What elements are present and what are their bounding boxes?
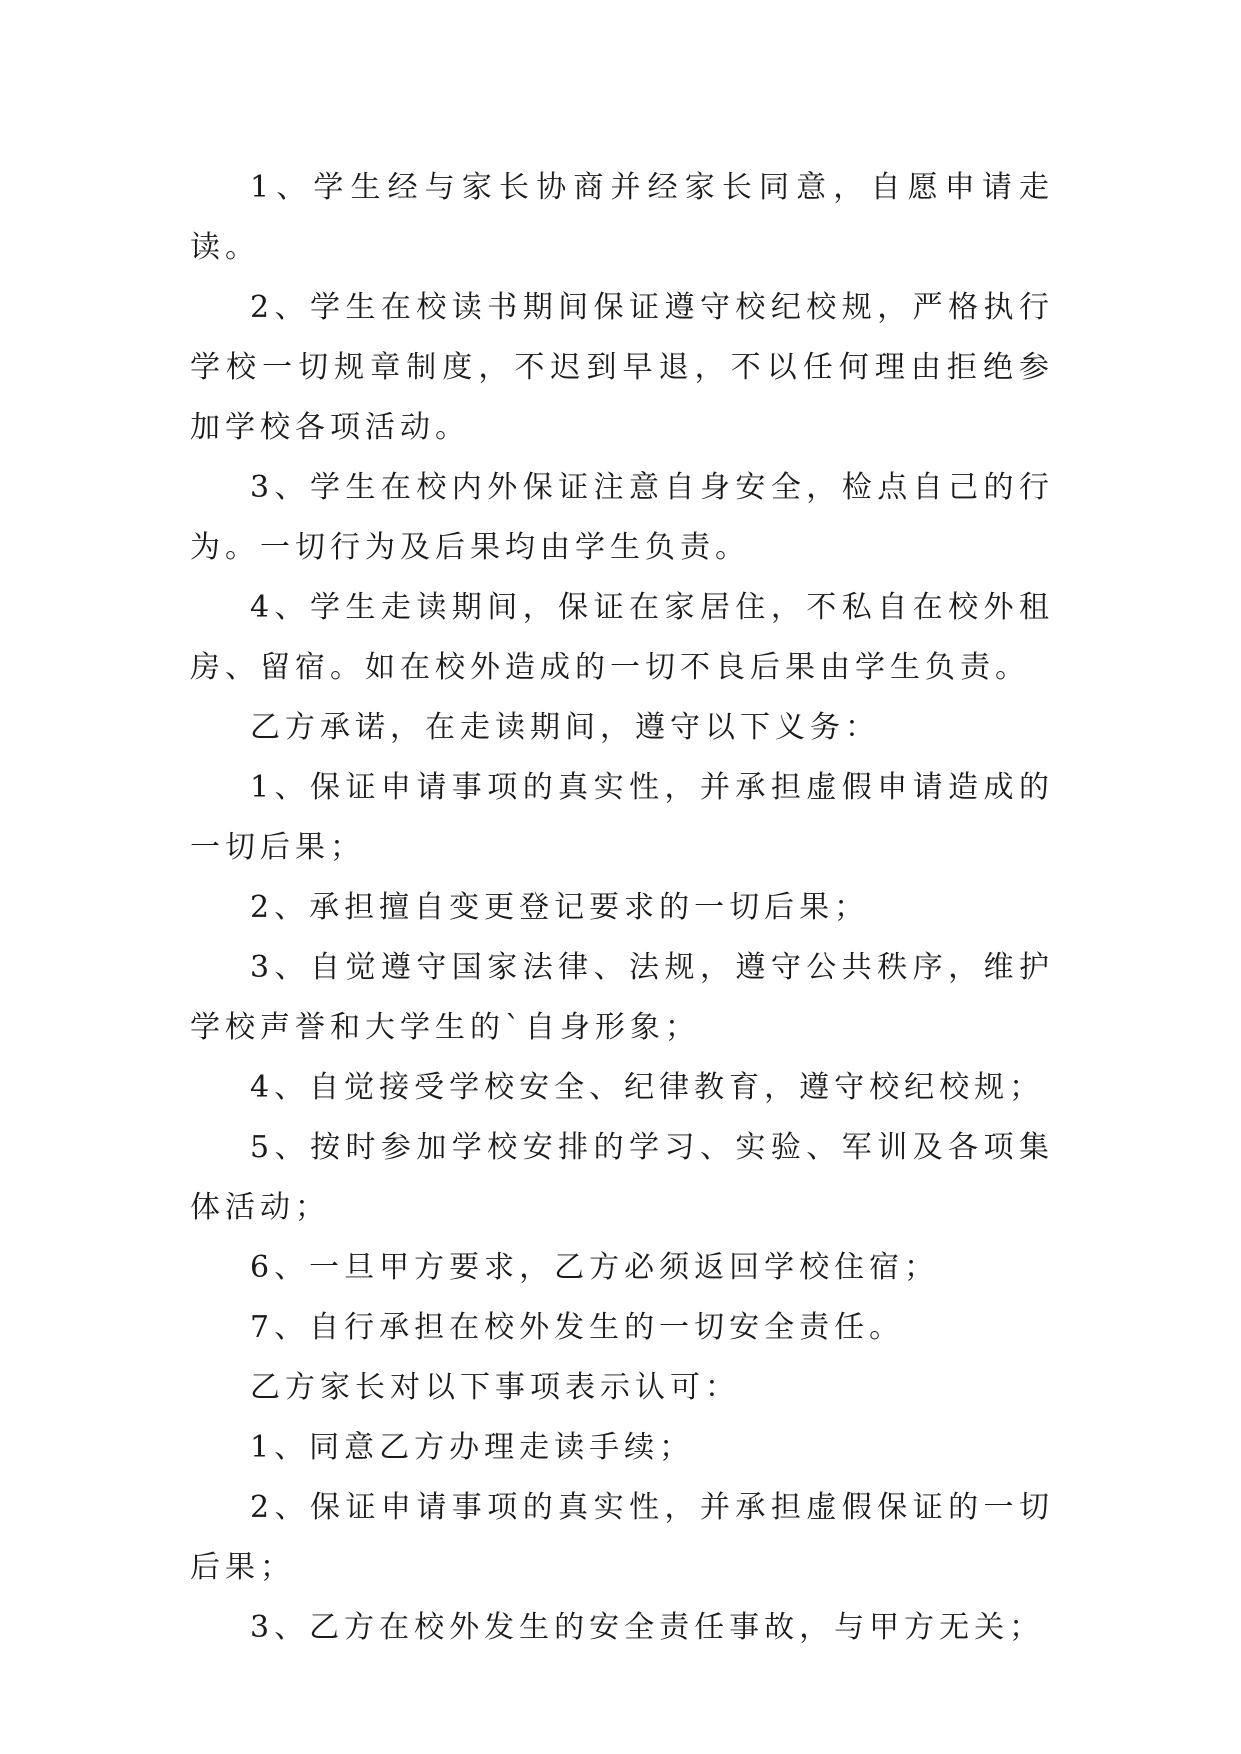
paragraph-party-b-item-2: 2、承担擅自变更登记要求的一切后果； [250, 890, 870, 925]
paragraph-parent-item-1: 1、同意乙方办理走读手续； [250, 1430, 695, 1465]
paragraph-parent-item-2: 2、保证申请事项的真实性，并承担虚假保证的一切后果； [190, 1490, 1054, 1585]
paragraph-parent-heading: 乙方家长对以下事项表示认可： [250, 1370, 740, 1405]
paragraph-student-discipline: 2、学生在校读书期间保证遵守校纪校规，严格执行学校一切规章制度，不迟到早退，不以任何理由拒绝参加学校各项活动。 [190, 290, 1054, 445]
paragraph-party-b-item-7: 7、自行承担在校外发生的一切安全责任。 [250, 1310, 905, 1345]
paragraph-parent-item-3: 3、乙方在校外发生的安全责任事故，与甲方无关； [250, 1610, 1045, 1645]
paragraph-party-b-item-6: 6、一旦甲方要求，乙方必须返回学校住宿； [250, 1250, 940, 1285]
paragraph-party-b-heading: 乙方承诺，在走读期间，遵守以下义务： [250, 710, 880, 745]
paragraph-party-b-item-3: 3、自觉遵守国家法律、法规，遵守公共秩序，维护学校声誉和大学生的`自身形象； [190, 950, 1054, 1045]
paragraph-student-residence: 4、学生走读期间，保证在家居住，不私自在校外租房、留宿。如在校外造成的一切不良后果由学生负责。 [190, 590, 1054, 685]
paragraph-student-safety: 3、学生在校内外保证注意自身安全，检点自己的行为。一切行为及后果均由学生负责。 [190, 470, 1054, 565]
document-body [190, 158, 1054, 1658]
paragraph-party-b-item-1: 1、保证申请事项的真实性，并承担虚假申请造成的一切后果； [190, 770, 1054, 865]
paragraph-party-b-item-5: 5、按时参加学校安排的学习、实验、军训及各项集体活动； [190, 1130, 1054, 1225]
paragraph-party-b-item-4: 4、自觉接受学校安全、纪律教育，遵守校纪校规； [250, 1070, 1045, 1105]
paragraph-student-consent: 1、学生经与家长协商并经家长同意，自愿申请走读。 [190, 170, 1054, 265]
